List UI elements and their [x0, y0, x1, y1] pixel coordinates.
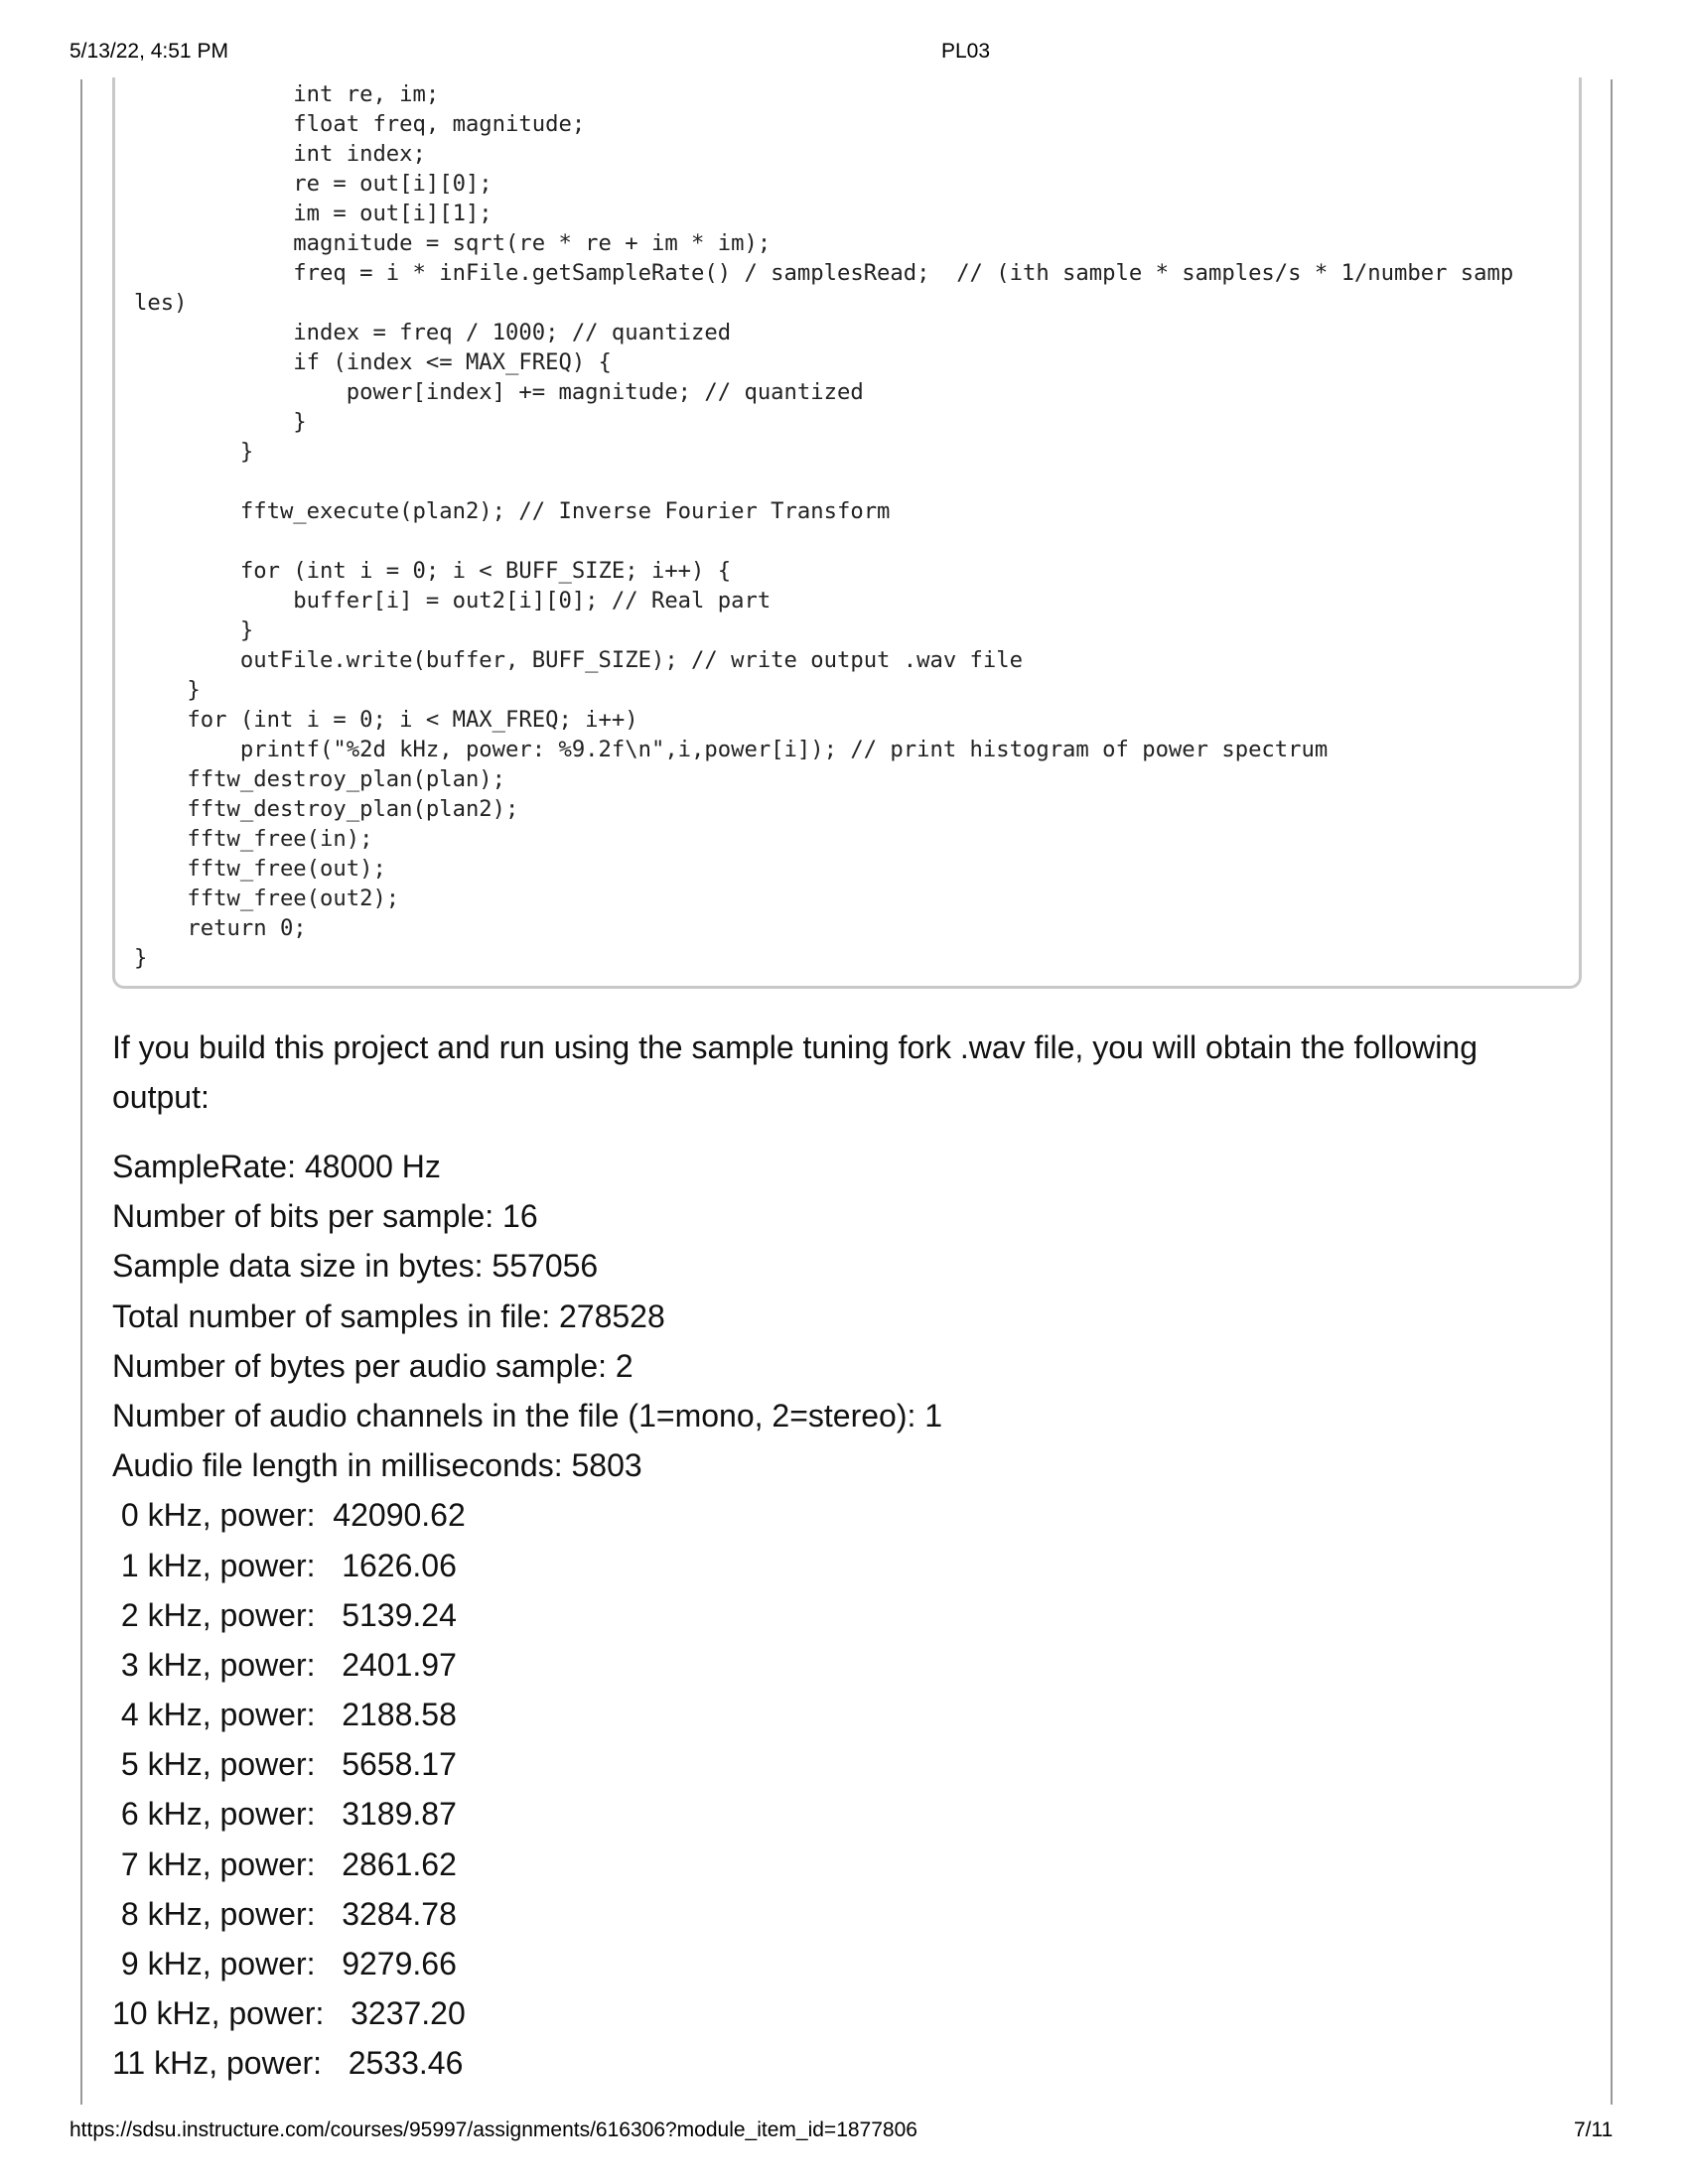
code-line: if (index <= MAX_FREQ) {: [134, 349, 612, 375]
code-line: re = out[i][0];: [134, 171, 492, 197]
code-line: magnitude = sqrt(re * re + im * im);: [134, 230, 772, 256]
code-line: index = freq / 1000; // quantized: [134, 320, 732, 345]
code-line: for (int i = 0; i < MAX_FREQ; i++): [134, 707, 638, 733]
output-line: 6 kHz, power: 3189.87: [112, 1796, 457, 1833]
page-title: PL03: [941, 40, 991, 63]
output-line: 3 kHz, power: 2401.97: [112, 1646, 457, 1683]
output-line: 7 kHz, power: 2861.62: [112, 1845, 457, 1882]
code-line: float freq, magnitude;: [134, 111, 586, 137]
code-line: fftw_execute(plan2); // Inverse Fourier Transform: [134, 498, 891, 524]
code-line: fftw_destroy_plan(plan2);: [134, 796, 519, 822]
code-line: les): [134, 290, 188, 316]
page-number: 7/11: [1574, 2118, 1614, 2141]
code-line: fftw_free(out);: [134, 856, 386, 882]
code-line: [134, 526, 1513, 556]
output-line: 4 kHz, power: 2188.58: [112, 1697, 457, 1733]
code-line: return 0;: [134, 915, 307, 941]
output-line: Number of audio channels in the file (1=mono, 2=stereo): 1: [112, 1397, 943, 1433]
code-line: printf("%2d kHz, power: %9.2f\n",i,power[i]); // print histogram of power spectrum: [134, 737, 1329, 762]
code-line: power[index] += magnitude; // quantized: [134, 379, 864, 405]
code-line: fftw_destroy_plan(plan);: [134, 766, 506, 792]
code-line: for (int i = 0; i < BUFF_SIZE; i++) {: [134, 558, 732, 584]
code-line: fftw_free(in);: [134, 826, 373, 852]
instruction-paragraph: If you build this project and run using the sample tuning fork .wav file, you will obtain the following output:: [112, 1029, 1477, 1115]
left-content-border: [80, 79, 82, 2105]
code-line: int re, im;: [134, 81, 440, 107]
output-line: 11 kHz, power: 2533.46: [112, 2045, 464, 2082]
code-block: [134, 79, 1513, 973]
output-line: SampleRate: 48000 Hz: [112, 1149, 441, 1184]
output-line: 8 kHz, power: 3284.78: [112, 1895, 457, 1932]
print-datetime: 5/13/22, 4:51 PM: [70, 40, 228, 63]
output-line: 0 kHz, power: 42090.62: [112, 1497, 466, 1534]
page-url: https://sdsu.instructure.com/courses/95997/assignments/616306?module_item_id=1877806: [70, 2118, 917, 2141]
right-content-border: [1611, 79, 1613, 2105]
code-line: int index;: [134, 141, 426, 167]
code-line: outFile.write(buffer, BUFF_SIZE); // write output .wav file: [134, 647, 1023, 673]
code-line: }: [134, 677, 201, 703]
output-line: 10 kHz, power: 3237.20: [112, 1995, 466, 2032]
output-line: 1 kHz, power: 1626.06: [112, 1547, 457, 1583]
output-line: Number of bytes per audio sample: 2: [112, 1347, 633, 1384]
code-line: }: [134, 439, 254, 465]
code-line: }: [134, 945, 148, 971]
output-line: 2 kHz, power: 5139.24: [112, 1596, 457, 1633]
code-line: buffer[i] = out2[i][0]; // Real part: [134, 588, 772, 614]
output-line: Total number of samples in file: 278528: [112, 1297, 665, 1334]
output-line: 9 kHz, power: 9279.66: [112, 1946, 457, 1981]
program-output: [112, 1142, 1582, 2089]
output-line: Number of bits per sample: 16: [112, 1198, 538, 1235]
output-line: 5 kHz, power: 5658.17: [112, 1746, 457, 1783]
output-line: Audio file length in milliseconds: 5803: [112, 1447, 642, 1484]
code-line: }: [134, 617, 254, 643]
code-line: im = out[i][1];: [134, 201, 492, 226]
code-line: freq = i * inFile.getSampleRate() / samplesRead; // (ith sample * samples/s * 1/number samp: [134, 260, 1514, 286]
code-line: [134, 467, 1513, 496]
code-line: }: [134, 409, 307, 435]
code-line: fftw_free(out2);: [134, 886, 400, 911]
output-line: Sample data size in bytes: 557056: [112, 1248, 599, 1285]
